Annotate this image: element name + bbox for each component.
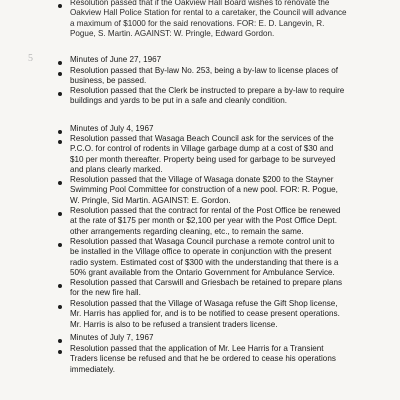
minutes-date: Minutes of July 7, 1967 (70, 333, 154, 342)
minutes-heading (70, 55, 370, 65)
resolution-item (70, 237, 370, 279)
resolution-line: Mr. Harris is also to be refused a transient traders license. (70, 319, 278, 329)
resolution-line: and plans clearly marked. (70, 165, 163, 175)
bullet-icon (58, 339, 62, 343)
resolution-line: be installed in the Village office to operate in conjunction with the present (70, 247, 332, 257)
resolution-line: Traders license be refused and that he be ordered to cease his operations (70, 354, 336, 364)
resolution-line: radio system. Estimated cost of $300 with the understanding that there is a (70, 257, 339, 267)
resolution-line: buildings and yards to be put in a safe and cleanly condition. (70, 96, 288, 106)
resolution-line: Oakview Hall Police Station for rental to a caretaker, the Council will advance (70, 8, 347, 18)
resolution-item (70, 299, 370, 330)
bullet-icon (58, 140, 62, 144)
bullet-icon (58, 212, 62, 216)
resolution-line: Resolution passed that Carswill and Griesbach be retained to prepare plans (70, 278, 343, 287)
resolution-line: other arrangements regarding cleaning, etc., to remain the same. (70, 226, 304, 236)
minutes-heading (70, 333, 370, 343)
resolution-item (70, 0, 370, 40)
resolution-line: Mr. Harris has applied for, and is to be notified to cease present operations. (70, 309, 340, 319)
bullet-icon (58, 4, 62, 8)
resolution-line: Resolution passed that the Clerk be instructed to prepare a by-law to require (70, 86, 345, 95)
resolution-line: $10 per month thereafter. Property being used for garbage to be surveyed (70, 154, 336, 164)
resolution-line: immediately. (70, 364, 115, 374)
bullet-icon (58, 130, 62, 134)
bullet-icon (58, 181, 62, 185)
resolution-item (70, 66, 370, 87)
resolution-line: for the new fire hall. (70, 288, 141, 298)
resolution-line: Pogue, S. Martin. AGAINST: W. Pringle, Edward Gordon. (70, 29, 275, 39)
minutes-heading (70, 124, 370, 134)
resolution-line: Resolution passed that the Village of Wasaga refuse the Gift Shop license, (70, 299, 338, 308)
minutes-date: Minutes of June 27, 1967 (70, 55, 162, 64)
bullet-icon (58, 350, 62, 354)
resolution-item (70, 175, 370, 206)
minutes-date: Minutes of July 4, 1967 (70, 124, 154, 133)
resolution-line: W. Pringle, Sid Martin. AGAINST: E. Gordon. (70, 195, 231, 205)
resolution-item (70, 134, 370, 176)
bullet-icon (58, 284, 62, 288)
bullet-icon (58, 305, 62, 309)
resolution-line: Resolution passed that By-law No. 253, being a by-law to license places of (70, 66, 338, 75)
resolution-line: Swimming Pool Committee for construction of a new pool. FOR: R. Pogue, (70, 185, 338, 195)
stray-mark: 5 (28, 53, 33, 64)
bullet-icon (58, 92, 62, 96)
bullet-icon (58, 61, 62, 65)
resolution-item (70, 344, 370, 375)
resolution-line: a maximum of $1000 for the said renovations. FOR: E. D. Langevin, R. (70, 18, 325, 28)
resolution-line: Resolution passed that the Village of Wasaga donate $200 to the Stayner (70, 175, 334, 184)
resolution-line: Resolution passed that Wasaga Beach Council ask for the services of the (70, 134, 334, 143)
resolution-line: business, be passed. (70, 76, 147, 86)
bullet-icon (58, 72, 62, 76)
resolution-line: Resolution passed that if the Oakview Hall Board wishes to renovate the (70, 0, 330, 7)
resolution-line: P.C.O. for control of rodents in Village garbage dump at a cost of $30 and (70, 144, 334, 154)
resolution-line: at the rate of $175 per month or $2,100 per year with the Post Office Dept. (70, 216, 337, 226)
resolution-line: 50% grant available from the Ontario Government for Ambulance Service. (70, 268, 335, 278)
resolution-item (70, 86, 370, 107)
resolution-item (70, 206, 370, 237)
resolution-line: Resolution passed that the application of Mr. Lee Harris for a Transient (70, 344, 324, 353)
resolution-item (70, 278, 370, 299)
resolution-line: Resolution passed that Wasaga Council purchase a remote control unit to (70, 237, 335, 246)
resolution-line: Resolution passed that the contract for rental of the Post Office be renewed (70, 206, 341, 215)
bullet-icon (58, 243, 62, 247)
